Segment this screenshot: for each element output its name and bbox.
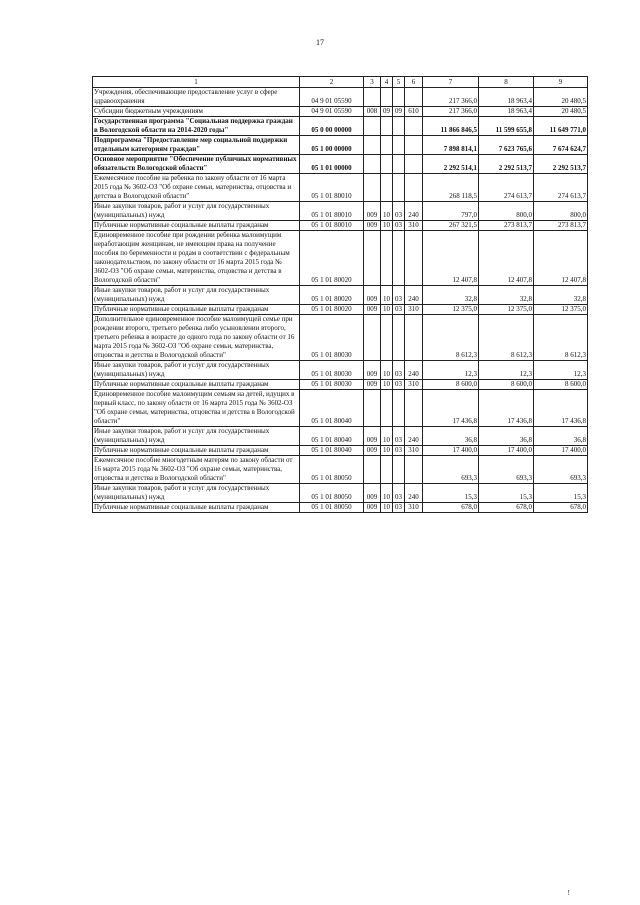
table-row — [93, 202, 588, 221]
ministry-code-cell — [364, 155, 381, 174]
table-row — [93, 155, 588, 174]
section-code-cell — [381, 88, 393, 107]
table-row — [93, 361, 588, 380]
table-row — [93, 107, 588, 117]
row-name-cell: Дополнительное единовременное пособие малоимущей семье при рождении второго, третьего ребенка либо усыновлении второго, третьего ребенка в возрасте до одного года по закону области от 16 марта 2015 года № 3602-ОЗ "Об охране семьи, материнства, отцовства и детства в Вологодской области" — [93, 315, 300, 361]
target-code-cell: 05 1 01 80010 — [300, 202, 364, 221]
budget-table — [92, 76, 588, 513]
amount-col8-cell: 8 600,0 — [479, 380, 534, 390]
amount-col8-cell: 18 963,4 — [479, 88, 534, 107]
target-code-cell: 05 1 01 80010 — [300, 174, 364, 202]
amount-col9-cell: 693,3 — [534, 456, 588, 484]
expense-type-cell — [405, 136, 423, 155]
amount-col9-cell: 15,3 — [534, 484, 588, 503]
ministry-code-cell — [364, 136, 381, 155]
subsection-code-cell — [393, 231, 405, 286]
row-name-cell: Публичные нормативные социальные выплаты гражданам — [93, 221, 300, 231]
target-code-cell: 05 1 01 80050 — [300, 503, 364, 513]
ministry-code-cell: 009 — [364, 286, 381, 305]
table-row — [93, 315, 588, 361]
table-row — [93, 136, 588, 155]
table-row — [93, 231, 588, 286]
row-name-cell: Публичные нормативные социальные выплаты гражданам — [93, 380, 300, 390]
section-code-cell — [381, 136, 393, 155]
subsection-code-cell: 03 — [393, 221, 405, 231]
column-header: 2 — [300, 77, 364, 88]
amount-col9-cell: 36,8 — [534, 427, 588, 446]
row-name-cell: Основное мероприятие "Обеспечение публичных нормативных обязательств Вологодской области" — [93, 155, 300, 174]
ministry-code-cell — [364, 231, 381, 286]
section-code-cell — [381, 117, 393, 136]
amount-col8-cell: 12 407,8 — [479, 231, 534, 286]
row-name-cell: Ежемесячное пособие на ребенка по закону области от 16 марта 2015 года № 3602-ОЗ "Об охране семьи, материнства, отцовства и детства в Вологодской области" — [93, 174, 300, 202]
subsection-code-cell: 03 — [393, 380, 405, 390]
row-name-cell: Субсидии бюджетным учреждениям — [93, 107, 300, 117]
table-row — [93, 446, 588, 456]
amount-col7-cell: 267 321,5 — [423, 221, 479, 231]
target-code-cell: 05 1 01 80020 — [300, 305, 364, 315]
table-row — [93, 286, 588, 305]
section-code-cell: 09 — [381, 107, 393, 117]
expense-type-cell: 310 — [405, 446, 423, 456]
amount-col9-cell: 12 375,0 — [534, 305, 588, 315]
row-name-cell: Подпрограмма "Предоставление мер социальной поддержки отдельным категориям граждан" — [93, 136, 300, 155]
ministry-code-cell: 009 — [364, 503, 381, 513]
row-name-cell: Единовременное пособие при рождении ребенка малоимущим неработающим женщинам, не имеющим права на получение пособия по беременности и родам в соответствии с федеральным законодательством, по закону области от 16 марта 2015 года № 3602-ОЗ "Об охране семьи, материнства, отцовства и детства в Вологодской области" — [93, 231, 300, 286]
amount-col7-cell: 268 118,5 — [423, 174, 479, 202]
subsection-code-cell — [393, 315, 405, 361]
table-row — [93, 484, 588, 503]
amount-col8-cell: 17 436,8 — [479, 390, 534, 427]
target-code-cell: 05 0 00 00000 — [300, 117, 364, 136]
ministry-code-cell — [364, 315, 381, 361]
table-row — [93, 221, 588, 231]
section-code-cell: 10 — [381, 305, 393, 315]
amount-col8-cell: 8 612,3 — [479, 315, 534, 361]
amount-col8-cell: 17 400,0 — [479, 446, 534, 456]
table-row — [93, 427, 588, 446]
amount-col8-cell: 274 613,7 — [479, 174, 534, 202]
row-name-cell: Единовременное пособие малоимущим семьям на детей, идущих в первый класс, по закону области от 16 марта 2015 года № 3602-ОЗ "Об охране семьи, материнства, отцовства и детства в Вологодской области" — [93, 390, 300, 427]
target-code-cell: 05 1 01 80050 — [300, 484, 364, 503]
amount-col8-cell: 12,3 — [479, 361, 534, 380]
expense-type-cell: 310 — [405, 221, 423, 231]
amount-col8-cell: 15,3 — [479, 484, 534, 503]
target-code-cell: 05 1 01 80020 — [300, 286, 364, 305]
section-code-cell: 10 — [381, 503, 393, 513]
expense-type-cell — [405, 390, 423, 427]
ministry-code-cell: 009 — [364, 446, 381, 456]
section-code-cell: 10 — [381, 221, 393, 231]
target-code-cell: 04 9 01 05590 — [300, 88, 364, 107]
column-header: 8 — [479, 77, 534, 88]
amount-col7-cell: 797,0 — [423, 202, 479, 221]
amount-col8-cell: 18 963,4 — [479, 107, 534, 117]
column-header: 3 — [364, 77, 381, 88]
subsection-code-cell: 03 — [393, 361, 405, 380]
subsection-code-cell — [393, 136, 405, 155]
amount-col7-cell: 32,8 — [423, 286, 479, 305]
amount-col9-cell: 32,8 — [534, 286, 588, 305]
row-name-cell: Иные закупки товаров, работ и услуг для государственных (муниципальных) нужд — [93, 361, 300, 380]
row-name-cell: Ежемесячное пособие многодетным матерям по закону области от 16 марта 2015 года № 3602-ОЗ "Об охране семьи, материнства, отцовства и детства в Вологодской области" — [93, 456, 300, 484]
ministry-code-cell: 009 — [364, 484, 381, 503]
section-code-cell — [381, 174, 393, 202]
amount-col7-cell: 36,8 — [423, 427, 479, 446]
amount-col9-cell: 2 292 513,7 — [534, 155, 588, 174]
row-name-cell: Публичные нормативные социальные выплаты гражданам — [93, 446, 300, 456]
subsection-code-cell — [393, 174, 405, 202]
table-row — [93, 503, 588, 513]
table-row — [93, 390, 588, 427]
ministry-code-cell: 009 — [364, 221, 381, 231]
page-number: 17 — [316, 38, 324, 47]
amount-col9-cell: 273 813,7 — [534, 221, 588, 231]
row-name-cell: Учреждения, обеспечивающие предоставление услуг в сфере здравоохранения — [93, 88, 300, 107]
amount-col9-cell: 12,3 — [534, 361, 588, 380]
column-header: 9 — [534, 77, 588, 88]
amount-col7-cell: 17 400,0 — [423, 446, 479, 456]
subsection-code-cell: 03 — [393, 305, 405, 315]
amount-col7-cell: 678,0 — [423, 503, 479, 513]
section-code-cell — [381, 231, 393, 286]
amount-col9-cell: 7 674 624,7 — [534, 136, 588, 155]
column-header: 7 — [423, 77, 479, 88]
ministry-code-cell — [364, 456, 381, 484]
expense-type-cell: 240 — [405, 361, 423, 380]
section-code-cell: 10 — [381, 427, 393, 446]
table-row — [93, 456, 588, 484]
expense-type-cell — [405, 174, 423, 202]
ministry-code-cell: 009 — [364, 380, 381, 390]
target-code-cell: 05 1 01 80040 — [300, 390, 364, 427]
subsection-code-cell: 03 — [393, 202, 405, 221]
expense-type-cell: 310 — [405, 380, 423, 390]
ministry-code-cell — [364, 174, 381, 202]
amount-col7-cell: 12 407,8 — [423, 231, 479, 286]
expense-type-cell: 310 — [405, 503, 423, 513]
table-row — [93, 88, 588, 107]
amount-col7-cell: 17 436,8 — [423, 390, 479, 427]
header-row — [93, 77, 588, 88]
amount-col9-cell: 12 407,8 — [534, 231, 588, 286]
amount-col8-cell: 800,0 — [479, 202, 534, 221]
table-row — [93, 380, 588, 390]
section-code-cell: 10 — [381, 446, 393, 456]
section-code-cell: 10 — [381, 484, 393, 503]
ministry-code-cell: 008 — [364, 107, 381, 117]
table-row — [93, 174, 588, 202]
section-code-cell: 10 — [381, 380, 393, 390]
expense-type-cell — [405, 155, 423, 174]
amount-col8-cell: 7 623 765,6 — [479, 136, 534, 155]
expense-type-cell: 240 — [405, 202, 423, 221]
ministry-code-cell: 009 — [364, 427, 381, 446]
expense-type-cell: 240 — [405, 286, 423, 305]
amount-col9-cell: 20 480,5 — [534, 107, 588, 117]
amount-col7-cell: 217 366,0 — [423, 107, 479, 117]
expense-type-cell — [405, 315, 423, 361]
subsection-code-cell: 09 — [393, 107, 405, 117]
table-row — [93, 117, 588, 136]
subsection-code-cell — [393, 456, 405, 484]
expense-type-cell: 610 — [405, 107, 423, 117]
section-code-cell — [381, 315, 393, 361]
expense-type-cell: 310 — [405, 305, 423, 315]
amount-col9-cell: 8 612,3 — [534, 315, 588, 361]
amount-col9-cell: 17 400,0 — [534, 446, 588, 456]
amount-col9-cell: 17 436,8 — [534, 390, 588, 427]
section-code-cell — [381, 155, 393, 174]
expense-type-cell — [405, 456, 423, 484]
expense-type-cell — [405, 231, 423, 286]
subsection-code-cell — [393, 117, 405, 136]
amount-col8-cell: 2 292 513,7 — [479, 155, 534, 174]
amount-col8-cell: 12 375,0 — [479, 305, 534, 315]
amount-col7-cell: 12 375,0 — [423, 305, 479, 315]
amount-col8-cell: 678,0 — [479, 503, 534, 513]
amount-col7-cell: 217 366,0 — [423, 88, 479, 107]
section-code-cell: 10 — [381, 202, 393, 221]
column-header: 6 — [405, 77, 423, 88]
column-header: 4 — [381, 77, 393, 88]
row-name-cell: Публичные нормативные социальные выплаты гражданам — [93, 305, 300, 315]
row-name-cell: Публичные нормативные социальные выплаты гражданам — [93, 503, 300, 513]
ministry-code-cell: 009 — [364, 361, 381, 380]
subsection-code-cell: 03 — [393, 286, 405, 305]
amount-col8-cell: 36,8 — [479, 427, 534, 446]
amount-col7-cell: 8 600,0 — [423, 380, 479, 390]
row-name-cell: Иные закупки товаров, работ и услуг для государственных (муниципальных) нужд — [93, 427, 300, 446]
subsection-code-cell: 03 — [393, 503, 405, 513]
expense-type-cell — [405, 88, 423, 107]
target-code-cell: 05 1 01 00000 — [300, 155, 364, 174]
ministry-code-cell: 009 — [364, 202, 381, 221]
expense-type-cell: 240 — [405, 484, 423, 503]
amount-col7-cell: 2 292 514,1 — [423, 155, 479, 174]
table-body — [93, 88, 588, 513]
ministry-code-cell — [364, 390, 381, 427]
amount-col7-cell: 12,3 — [423, 361, 479, 380]
target-code-cell: 05 1 01 80030 — [300, 315, 364, 361]
amount-col9-cell: 8 600,0 — [534, 380, 588, 390]
subsection-code-cell: 03 — [393, 484, 405, 503]
amount-col9-cell: 20 480,5 — [534, 88, 588, 107]
target-code-cell: 05 1 01 80040 — [300, 427, 364, 446]
target-code-cell: 04 9 01 05590 — [300, 107, 364, 117]
subsection-code-cell — [393, 88, 405, 107]
subsection-code-cell — [393, 155, 405, 174]
target-code-cell: 05 1 01 80030 — [300, 380, 364, 390]
target-code-cell: 05 1 01 80010 — [300, 221, 364, 231]
ministry-code-cell: 009 — [364, 305, 381, 315]
expense-type-cell — [405, 117, 423, 136]
amount-col7-cell: 15,3 — [423, 484, 479, 503]
column-header: 5 — [393, 77, 405, 88]
section-code-cell: 10 — [381, 361, 393, 380]
section-code-cell — [381, 456, 393, 484]
amount-col9-cell: 800,0 — [534, 202, 588, 221]
section-code-cell: 10 — [381, 286, 393, 305]
amount-col9-cell: 678,0 — [534, 503, 588, 513]
amount-col9-cell: 274 613,7 — [534, 174, 588, 202]
column-header: 1 — [93, 77, 300, 88]
footer-mark: ! — [567, 889, 570, 897]
expense-type-cell: 240 — [405, 427, 423, 446]
target-code-cell: 05 1 01 80030 — [300, 361, 364, 380]
amount-col8-cell: 273 813,7 — [479, 221, 534, 231]
amount-col8-cell: 693,3 — [479, 456, 534, 484]
amount-col8-cell: 32,8 — [479, 286, 534, 305]
amount-col7-cell: 7 898 814,1 — [423, 136, 479, 155]
row-name-cell: Иные закупки товаров, работ и услуг для государственных (муниципальных) нужд — [93, 286, 300, 305]
ministry-code-cell — [364, 117, 381, 136]
row-name-cell: Иные закупки товаров, работ и услуг для государственных (муниципальных) нужд — [93, 484, 300, 503]
section-code-cell — [381, 390, 393, 427]
table-row — [93, 305, 588, 315]
target-code-cell: 05 1 01 80050 — [300, 456, 364, 484]
subsection-code-cell: 03 — [393, 446, 405, 456]
ministry-code-cell — [364, 88, 381, 107]
target-code-cell: 05 1 01 80020 — [300, 231, 364, 286]
amount-col8-cell: 11 599 655,8 — [479, 117, 534, 136]
subsection-code-cell: 03 — [393, 427, 405, 446]
target-code-cell: 05 1 00 00000 — [300, 136, 364, 155]
target-code-cell: 05 1 01 80040 — [300, 446, 364, 456]
row-name-cell: Государственная программа "Социальная поддержка граждан в Вологодской области на 2014-2020 годы" — [93, 117, 300, 136]
amount-col9-cell: 11 649 771,0 — [534, 117, 588, 136]
row-name-cell: Иные закупки товаров, работ и услуг для государственных (муниципальных) нужд — [93, 202, 300, 221]
amount-col7-cell: 693,3 — [423, 456, 479, 484]
amount-col7-cell: 11 866 846,5 — [423, 117, 479, 136]
subsection-code-cell — [393, 390, 405, 427]
amount-col7-cell: 8 612,3 — [423, 315, 479, 361]
